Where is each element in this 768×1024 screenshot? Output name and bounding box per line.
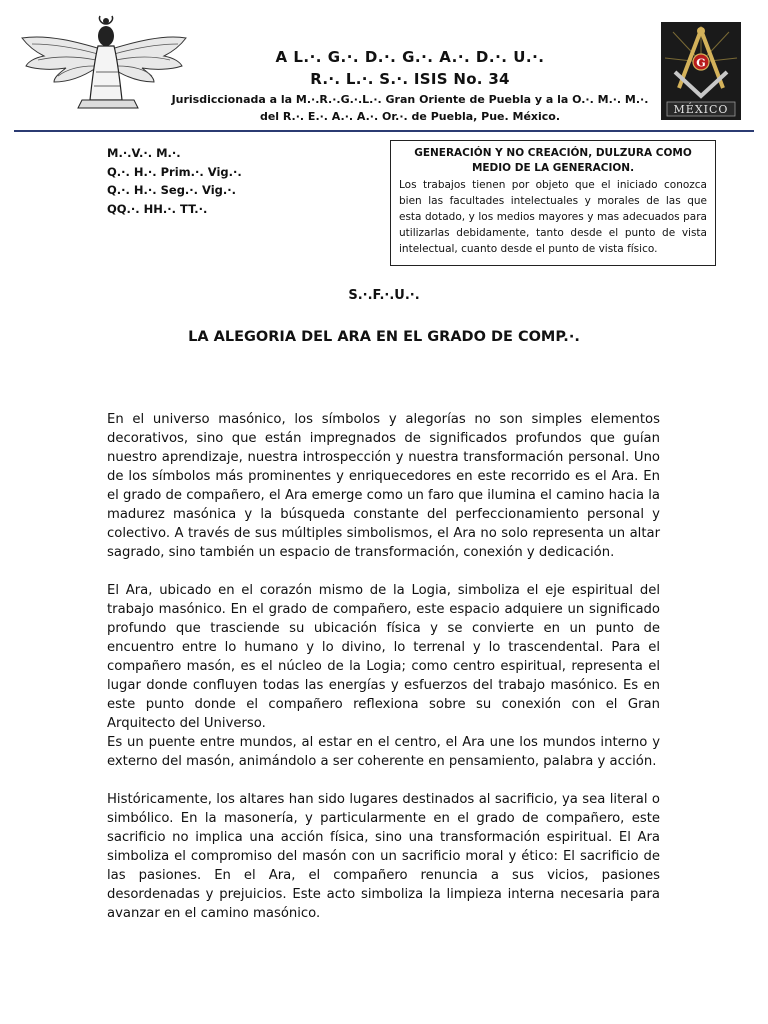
header-line-2: R.·. L.·. S.·. ISIS No. 34 (310, 70, 510, 88)
header-line-4: del R.·. E.·. A.·. A.·. Or.·. de Puebla, Pue. México. (259, 110, 561, 123)
topic-box-title: GENERACIÓN Y NO CREACIÓN, DULZURA COMO MEDIO DE LA GENERACION. (414, 147, 692, 174)
officer-line: M.·.V.·. M.·. (107, 146, 181, 160)
body-paragraph: El Ara, ubicado en el corazón mismo de la Logia, simboliza el eje espiritual del trabajo masónico. En el grado de compañero, este espacio adquiere un significado profundo que trasciende su ubicación física y se convierte en un punto de encuentro entre lo humano y lo divino, lo terrenal y lo trascendental. Para el compañero masón, es el núcleo de la Logia; como centro espiritual, representa el lugar donde confluyen todas las energías y esfuerzos del trabajo masónico. Es en este punto donde el compañero reflexiona sobre su conexión con el Gran Arquitecto del Universo. (107, 583, 660, 731)
body-paragraph: Históricamente, los altares han sido lugares destinados al sacrificio, ya sea literal o simbólico. En la masonería, y particularmente en el grado de compañero, este sacrificio no implica una acción física, sino una transformación espiritual. El Ara simboliza el compromiso del masón con un sacrificio moral y ético: El sacrificio de las pasiones. En el Ara, el compañero renuncia a sus vicios, pasiones desordenadas y prejuicios. Este acto simboliza la limpieza interna necesaria para avanzar en el camino masónico. (107, 792, 660, 921)
header-divider (14, 130, 754, 132)
officer-line: QQ.·. HH.·. TT.·. (107, 201, 208, 216)
topic-box-text: Los trabajos tienen por objeto que el iniciado conozca bien las facultades intelectuales y morales de las que esta dotado, y los medios mayores y mas adecuados para utilizarlas debidamente, tanto desde el punto de vista intelectual, cuanto desde el punto de vista físico. (399, 179, 707, 255)
logo-banner-text: MÉXICO (673, 103, 729, 116)
document-title: LA ALEGORIA DEL ARA EN EL GRADO DE COMP.·. (188, 329, 580, 345)
logo-letter: G (696, 56, 706, 70)
body-paragraph: Es un puente entre mundos, al estar en el centro, el Ara une los mundos interno y externo del masón, animándolo a ser coherente en pensamiento, palabra y acción. (107, 735, 660, 769)
square-and-compass-logo (661, 22, 741, 120)
officer-line: Q.·. H.·. Prim.·. Vig.·. (107, 164, 242, 179)
header-line-1: A L.·. G.·. D.·. G.·. A.·. D.·. U.·. (275, 48, 545, 66)
salutation: S.·.F.·.U.·. (348, 288, 420, 303)
officer-line: Q.·. H.·. Seg.·. Vig.·. (107, 183, 237, 197)
header-line-3: Jurisdiccionada a la M.·.R.·.G.·.L.·. Gran Oriente de Puebla y a la O.·. M.·. M.·. (171, 93, 649, 106)
officers-list (107, 144, 242, 218)
topic-box (390, 140, 716, 266)
document-body (107, 410, 660, 942)
body-paragraph: En el universo masónico, los símbolos y alegorías no son simples elementos decorativos, sino que están impregnados de significados profundos que guían nuestro aprendizaje, nuestra introspección y nuestra transformación personal. Uno de los símbolos más prominentes y enriquecedores en este recorrido es el Ara. En el grado de compañero, el Ara emerge como un faro que ilumina el camino hacia la madurez masónica y la búsqueda constante del perfeccionamiento personal y colectivo. A través de sus múltiples simbolismos, el Ara no solo representa un altar sagrado, sino también un espacio de transformación, conexión y dedicación. (107, 412, 660, 560)
square-and-compass-icon (661, 22, 741, 120)
